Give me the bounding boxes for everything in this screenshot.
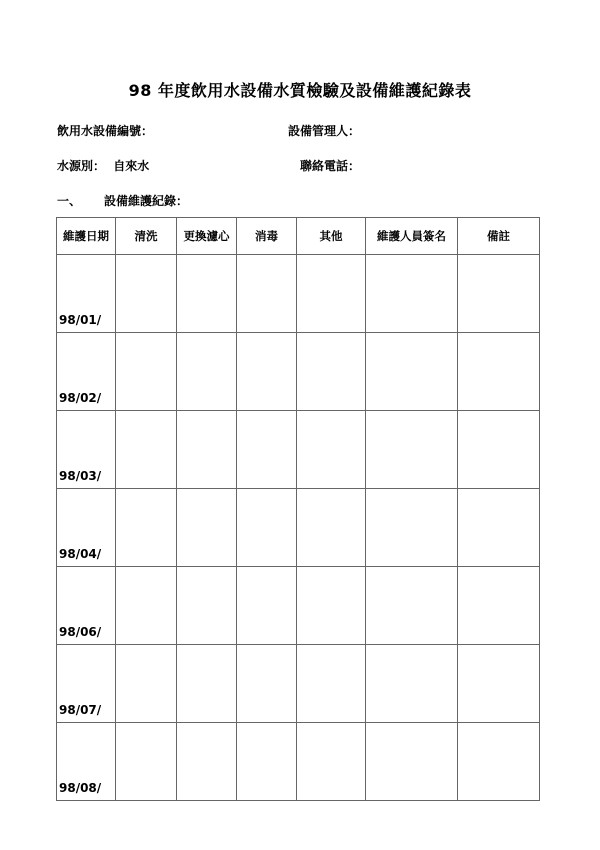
signature-cell [366,489,458,567]
other-cell [297,411,366,489]
other-cell [297,567,366,645]
other-cell [297,723,366,801]
remarks-cell [458,723,540,801]
remarks-cell [458,645,540,723]
other-cell [297,333,366,411]
cleaning-cell [116,333,177,411]
row-date: 98/08/ [57,723,116,801]
section-number: 一、 [57,194,82,208]
disinfection-cell [237,567,297,645]
table-row [57,333,540,411]
water-source-field [57,157,149,174]
equipment-id-label: 飲用水設備編號： [57,124,154,138]
header-maintenance-date: 維護日期 [57,218,116,255]
water-source-label: 水源別： [57,159,106,173]
phone-label: 聯絡電話： [300,159,361,173]
filter-cell [177,567,237,645]
page-title: 98 年度飲用水設備水質檢驗及設備維護紀錄表 [128,81,472,100]
row-date: 98/06/ [57,567,116,645]
header-other: 其他 [297,218,366,255]
remarks-cell [458,489,540,567]
cleaning-cell [116,645,177,723]
table-row [57,645,540,723]
cleaning-cell [116,723,177,801]
signature-cell [366,723,458,801]
row-date: 98/01/ [57,255,116,333]
header-remarks: 備註 [458,218,540,255]
section-heading [57,192,188,209]
header-staff-signature: 維護人員簽名 [366,218,458,255]
signature-cell [366,567,458,645]
header-filter-replacement: 更換濾心 [177,218,237,255]
remarks-cell [458,411,540,489]
filter-cell [177,411,237,489]
other-cell [297,489,366,567]
section-title: 設備維護紀錄： [104,194,189,208]
remarks-cell [458,255,540,333]
table-row [57,723,540,801]
disinfection-cell [237,333,297,411]
cleaning-cell [116,567,177,645]
disinfection-cell [237,411,297,489]
row-date: 98/07/ [57,645,116,723]
disinfection-cell [237,723,297,801]
other-cell [297,255,366,333]
filter-cell [177,333,237,411]
remarks-cell [458,333,540,411]
signature-cell [366,411,458,489]
table-row [57,255,540,333]
disinfection-cell [237,255,297,333]
signature-cell [366,645,458,723]
signature-cell [366,255,458,333]
row-date: 98/02/ [57,333,116,411]
header-disinfection: 消毒 [237,218,297,255]
remarks-cell [458,567,540,645]
disinfection-cell [237,489,297,567]
header-cleaning: 清洗 [116,218,177,255]
row-date: 98/04/ [57,489,116,567]
maintenance-log-table [56,217,540,801]
cleaning-cell [116,255,177,333]
filter-cell [177,723,237,801]
other-cell [297,645,366,723]
cleaning-cell [116,411,177,489]
water-source-value: 自來水 [113,159,150,173]
filter-cell [177,489,237,567]
table-row [57,567,540,645]
filter-cell [177,255,237,333]
manager-label: 設備管理人： [288,124,361,138]
row-date: 98/03/ [57,411,116,489]
disinfection-cell [237,645,297,723]
table-header-row [57,218,540,255]
signature-cell [366,333,458,411]
table-row [57,411,540,489]
filter-cell [177,645,237,723]
cleaning-cell [116,489,177,567]
table-row [57,489,540,567]
